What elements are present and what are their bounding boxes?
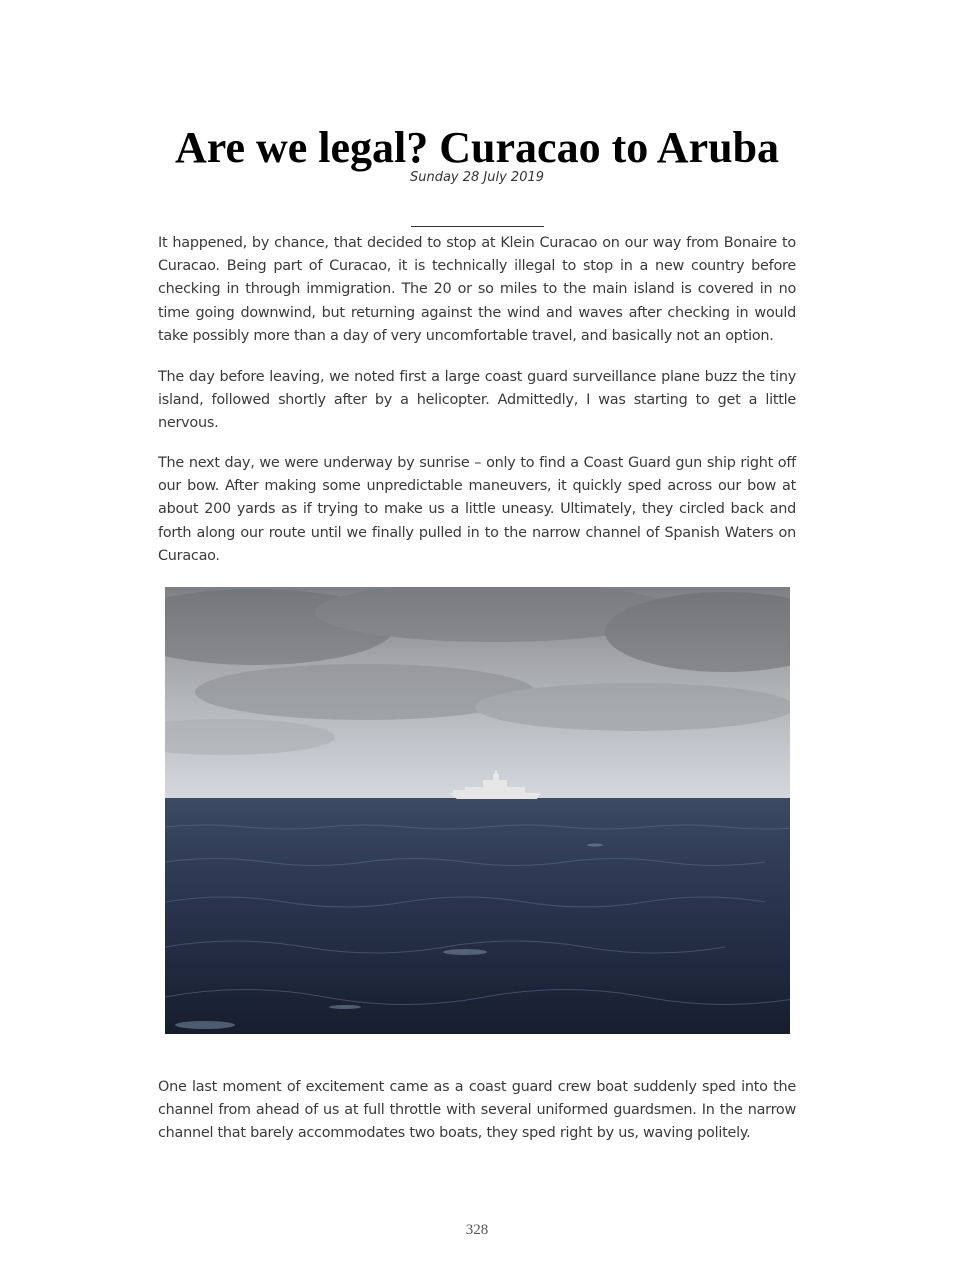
paragraph-1: It happened, by chance, that decided to stop at Klein Curacao on our way from Bonaire to Curacao. Being part of Curacao, it is technically illegal to stop in a new country before checking in through immigration. The 20 or so miles to the main island is covered in no time going downwind, but returning against the wind and waves after checking in would take possibly more than a day of very uncomfortable travel, and basically not an option. [158, 235, 796, 344]
title-divider [411, 226, 544, 227]
entry-date: Sunday 28 July 2019 [409, 170, 545, 185]
coast-guard-ship-photo [165, 587, 790, 1034]
paragraph-4: One last moment of excitement came as a coast guard crew boat suddenly sped into the channel from ahead of us at full throttle with several uniformed guardsmen. In the narrow channel that barely accommodates two boats, they sped right by us, waving politely. [158, 1079, 796, 1142]
page-number: 328 [465, 1222, 489, 1238]
paragraph-2: The day before leaving, we noted first a large coast guard surveillance plane buzz the tiny island, followed shortly after by a helicopter. Admittedly, I was starting to get a little nervous. [158, 369, 796, 432]
page-title: Are we legal? Curacao to Aruba [174, 123, 780, 172]
paragraph-3: The next day, we were underway by sunrise – only to find a Coast Guard gun ship right off our bow. After making some unpredictable maneuvers, it quickly sped across our bow at about 200 yards as if trying to make us a little uneasy. Ultimately, they circled back and forth along our route until we finally pulled in to the narrow channel of Spanish Waters on Curacao. [158, 455, 796, 564]
